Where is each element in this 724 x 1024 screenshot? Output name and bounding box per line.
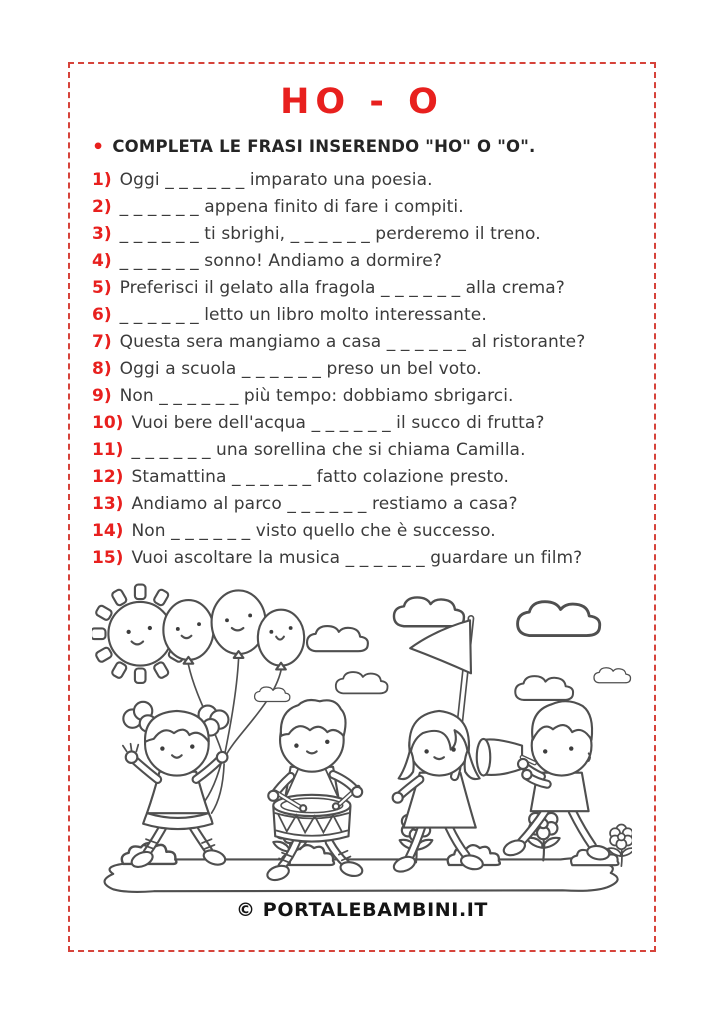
sentence-text: Vuoi bere dell'acqua _ _ _ _ _ _ il succo di frutta? — [131, 413, 545, 433]
exercise-sentence — [92, 196, 632, 218]
sentence-number: 10) — [92, 413, 124, 433]
exercise-sentence — [92, 439, 632, 461]
sentence-text: Vuoi ascoltare la musica _ _ _ _ _ _ guardare un film? — [131, 548, 583, 568]
exercise-sentence — [92, 385, 632, 407]
children-marching-illustration — [92, 574, 632, 897]
sentence-number: 14) — [92, 521, 124, 541]
sentence-text: _ _ _ _ _ _ sonno! Andiamo a dormire? — [119, 251, 442, 271]
exercise-sentence — [92, 277, 632, 299]
exercise-sentence — [92, 466, 632, 488]
sentence-text: Oggi a scuola _ _ _ _ _ _ preso un bel voto. — [119, 359, 482, 379]
sentence-number: 1) — [92, 170, 112, 190]
sentence-number: 12) — [92, 467, 124, 487]
sentence-text: _ _ _ _ _ _ appena finito di fare i compiti. — [119, 197, 464, 217]
sentence-text: _ _ _ _ _ _ una sorellina che si chiama Camilla. — [131, 440, 526, 460]
sentence-number: 15) — [92, 548, 124, 568]
sentence-text: Non _ _ _ _ _ _ più tempo: dobbiamo sbrigarci. — [119, 386, 514, 406]
sentence-number: 4) — [92, 251, 112, 271]
sentence-number: 2) — [92, 197, 112, 217]
sentence-number: 5) — [92, 278, 112, 298]
exercise-sentence — [92, 520, 632, 542]
exercise-sentence — [92, 169, 632, 191]
sentence-number: 7) — [92, 332, 112, 352]
sentence-text: Stamattina _ _ _ _ _ _ fatto colazione presto. — [131, 467, 509, 487]
sentence-text: Non _ _ _ _ _ _ visto quello che è successo. — [131, 521, 496, 541]
page-title: HO - O — [280, 82, 444, 122]
sentence-number: 3) — [92, 224, 112, 244]
exercise-sentence — [92, 250, 632, 272]
sentence-number: 6) — [92, 305, 112, 325]
exercise-sentence — [92, 223, 632, 245]
footer-credit: © PORTALEBAMBINI.IT — [235, 899, 488, 922]
bullet-icon: • — [92, 136, 105, 158]
exercise-sentence — [92, 547, 632, 569]
instruction-text: COMPLETA LE FRASI INSERENDO "HO" O "O". — [112, 137, 536, 156]
instruction — [92, 136, 632, 158]
sentence-text: _ _ _ _ _ _ letto un libro molto interessante. — [119, 305, 487, 325]
sentence-text: Questa sera mangiamo a casa _ _ _ _ _ _ al ristorante? — [119, 332, 586, 352]
exercise-sentence — [92, 493, 632, 515]
sentence-number: 9) — [92, 386, 112, 406]
sentence-number: 8) — [92, 359, 112, 379]
sentence-text: Oggi _ _ _ _ _ _ imparato una poesia. — [119, 170, 433, 190]
sentence-text: Preferisci il gelato alla fragola _ _ _ _ _ _ alla crema? — [119, 278, 565, 298]
exercise-sentence — [92, 304, 632, 326]
worksheet-page — [68, 62, 656, 952]
exercise-sentence — [92, 331, 632, 353]
exercise-sentence — [92, 358, 632, 380]
sentence-number: 13) — [92, 494, 124, 514]
exercise-sentence — [92, 412, 632, 434]
exercise-list — [92, 169, 632, 569]
sentence-text: Andiamo al parco _ _ _ _ _ _ restiamo a casa? — [131, 494, 518, 514]
sentence-text: _ _ _ _ _ _ ti sbrighi, _ _ _ _ _ _ perderemo il treno. — [119, 224, 541, 244]
sentence-number: 11) — [92, 440, 124, 460]
